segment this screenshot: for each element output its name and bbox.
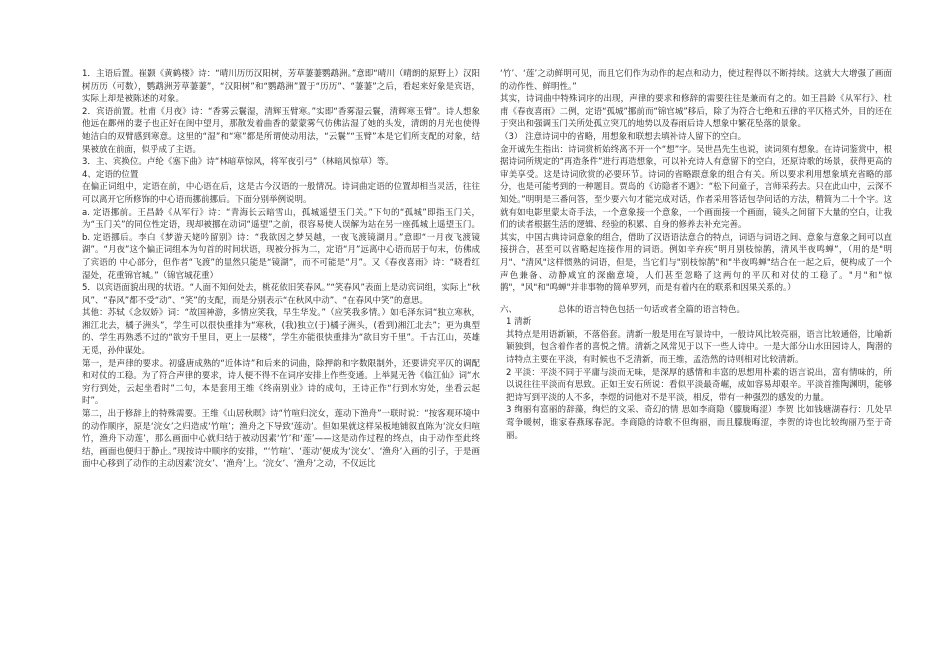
list-item: 3 绚丽有富丽的辞藻，绚烂的文采、奇幻的情 思如李商隐（朦胧晦涩）李贺 比如钱塘湖春行：几处早莺争暖树，谁家春燕琢春泥。李商隐的诗歌不但绚丽，而且朦胧晦涩，李贺的诗也比较绚丽乃至于奇丽。 (506, 405, 892, 441)
section-heading (500, 304, 892, 317)
right-column (500, 68, 892, 442)
paragraph: （3） 注意诗词中的省略，用想象和联想去填补诗人留下的空白。 (500, 131, 747, 142)
section-number: 六、 (500, 304, 518, 315)
list-item: 1 清新 (506, 317, 532, 328)
paragraph: ‘竹’、‘莲’之动鲜明可见，而且它们作为动作的起点和动力，使过程得以不断持续。这就大大增强了画面的动作性、鲜明性。” (500, 69, 892, 92)
paragraph: 第一，是声律的要求。初盛唐成熟的“近体诗”和后来的词曲，除押韵和字数限制外，还要讲究平仄的调配和对仗的工稳。为了符合声律的要求，诗人便不得不在词序安排上作些变通。上举晁无咎《临江仙》词“水穷行到处，云起坐看时”二句，本是套用王维《终南别业》诗的成句，王诗正作“行到水穷处，坐看云起时”。 (82, 358, 480, 407)
paragraph: 1．主语后置。崔颢《黄鹤楼》诗：“晴川历历汉阳树，芳草萋萋鹦鹉洲。”意即“晴川（晴朗的原野上）汉阳树历历（可数），鹦鹉洲芳草萋萋”，“汉阳树”和“鹦鹉洲”置于“历历”、“萋萋”之后，看起来好象是宾语，实际上却是被陈述的对象。 (82, 69, 480, 105)
paragraph: 2．宾语前置。杜甫《月夜》诗：“香雾云鬟湿，清辉玉臂寒。”实即“香雾湿云鬟，清辉寒玉臂”。诗人想象他远在鄜州的妻子也正好在闺中望月，那散发着曲香的蒙蒙雾气仿佛沾湿了她的头发，清朗的月光也使得她洁白的双臂感到寒意。这里的“湿”和“寒”都是所谓使动用法，“云鬟”“玉臂”本是它们所支配的对象，结果被放在前面，似乎成了主语。 (82, 106, 480, 155)
paragraph: 其实，中国古典诗词意象的组合，借助了汉语语法意合的特点，词语与词语之间、意象与意象之间可以直接拼合，甚至可以省略起连接作用的词语。例如辛弃疾“明月别枝惊鹊，清风半夜鸣蝉”，（用的是"明月"、"清风"这样惯熟的词语，但是，当它们与"别枝惊鹊"和"半夜鸣蝉"结合在一起之后，便构成了一个声色兼备、动静咸宜的深幽意境，人们甚至忽略了这两句的平仄和对仗的工稳了。"月"和"惊鹊"，"风"和"鸣蝉"并非事物的简单罗列，而是有着内在的联系和因果关系的。） (500, 232, 892, 294)
paragraph: 在偏正词组中，定语在前，中心语在后，这是古今汉语的一般情况。诗词曲定语的位置却相当灵活，往往可以离开它所修饰的中心语而挪前挪后。下面分别举例说明。 (82, 182, 480, 205)
paragraph: 5．以宾语面貌出现的状语。“人面不知何处去，桃花依旧笑春风。”“笑春风”表面上是动宾词组，实际上“秋风”、“春风”都不受“动”、“笑”的支配，而是分别表示“在秋风中动”、“在春风中笑”的意思。 (82, 283, 480, 306)
section-title: 总体的语言特色包括一句话或者全篇的语言特色。 (558, 304, 746, 315)
subheading: 4、定语的位置 (82, 169, 139, 180)
paragraph: 第二，出于修辞上的特殊需要。王维《山居秋暝》诗“竹喧归浣女，莲动下渔舟”一联时说：“按客观环境中的动作顺序，原是‘浣女’之归造成‘竹喧’；渔舟之下导致‘莲动’。但如果就这样呆板地铺叙直陈为‘浣女归喧竹，渔舟下动莲’，那么画面中心就归结于被动因素‘竹’和‘莲’——这是动作过程的终点，由于动作至此终结，画面也便归于静止。”现按诗中顺序的安排，“‘竹喧’、‘莲动’便成为‘浣女’、‘渔舟’入画的引子，于是画面中心移到了动作的主动因素‘浣女’、‘渔舟’上。‘浣女’、‘渔舟’之动，不仅远比 (82, 409, 480, 470)
list-item: 2 平淡：平淡不同于平庸与淡而无味，是深厚的感情和丰富的思想用朴素的语言说出，富有情味的，所以说往往平淡而有思致。正如王安石所说：看似平淡最奇崛，成如容易却艰辛。平淡首推陶渊明，能够把诗写到平淡的人不多，李煜的词他对不是平淡，相反，带有一种强烈的感发的力量。 (506, 367, 892, 403)
list-item: 其特点是用语新颖，不落俗套。清新一般是用在写景诗中，一般诗风比较亮丽，语言比较通俗，比喻新颖独到，包含着作者的喜悦之情。清新之风常见于以下一些人诗中。一是大部分山水田园诗人，陶潜的诗特点主要在平淡，有时候也不乏清新，而王维，孟浩然的诗则相对比较清新。 (506, 329, 892, 366)
left-column (82, 68, 480, 471)
paragraph: 金开诚先生指出：诗词赏析始终离不开一个“想”字。吴世昌先生也说，读词须有想象。在诗词鉴赏中，根据诗词所规定的“再造条件”进行再造想象，可以补充诗人有意留下的空白，还原诗歌的场景，获得更高的审美享受。这是诗词欣赏的必要环节。诗词的省略跟意象的组合有关。所以要求利用想象填充省略的部分，也是可能考到的一种题目。贾岛的《访隐者不遇》：“松下问童子，言师采药去。只在此山中，云深不知处。”明明是三番问答，至少要六句才能完成对话，作者采用答话包孕问话的方法，精简为二十个字。这就有如电影里蒙太奇手法，一个意象接一个意象，一个画面接一个画面，镜头之间留下大量的空白，让我们的读者根据生活的逻辑、经验的积累、自身的修养去补充完善。 (500, 144, 892, 231)
paragraph: 其实，诗词曲中特殊词序的出现，声律的要求和修辞的需要往往是兼而有之的。如王昌龄《从军行》、杜甫《春夜喜雨》二例，定语“孤城”挪前而“锦官城”移后，除了为符合七绝和五律的平仄格式外，目的还在于突出和强调玉门关所处孤立突兀的地势以及春雨后诗人想象中繁花坠落的景象。 (500, 94, 892, 130)
paragraph: 3．主、宾换位。卢纶《塞下曲》诗“林暗草惊风，将军夜引弓”（林暗风惊草）等。 (82, 157, 394, 168)
paragraph: 其他：苏轼《念奴娇》词：“故国神游，多情应笑我，早生华发。”（应笑我多情。）如毛泽东词“独立寒秋，湘江北去，橘子洲头”，学生可以很快重排为“寒秋，(我)独立(于)橘子洲头，(看到)湘江北去”；更为典型的、学生再熟悉不过的“欲穷千里目，更上一层楼”，学生亦能很快重排为“欲目穷千里”。千古江山，英雄无觅，孙仲谋处。 (82, 308, 480, 357)
paragraph: a. 定语挪前。王昌龄《从军行》诗：“青海长云暗雪山，孤城遥望玉门关。”下句的“孤城”即指玉门关，为“玉门关”的同位性定语，现却被挪在动词“遥望”之前，很容易使人误解为站在另一座孤城上遥望玉门。b. 定语挪后。李白《梦游天姥吟留别》诗：“我欲因之梦吴越，一夜飞渡镜湖月。”意即“一月夜飞渡镜湖”。“月夜”这个偏正词组本为句首的时间状语，现被分拆为二，定语“月”远离中心语而居于句末，仿佛成了宾语的 中心部分，但作者“飞渡”的显然只能是“镜湖”，而不可能是“月”。又《春夜喜雨》诗：“晓看红湿处，花重锦官城。”（锦官城花重） (82, 207, 480, 281)
